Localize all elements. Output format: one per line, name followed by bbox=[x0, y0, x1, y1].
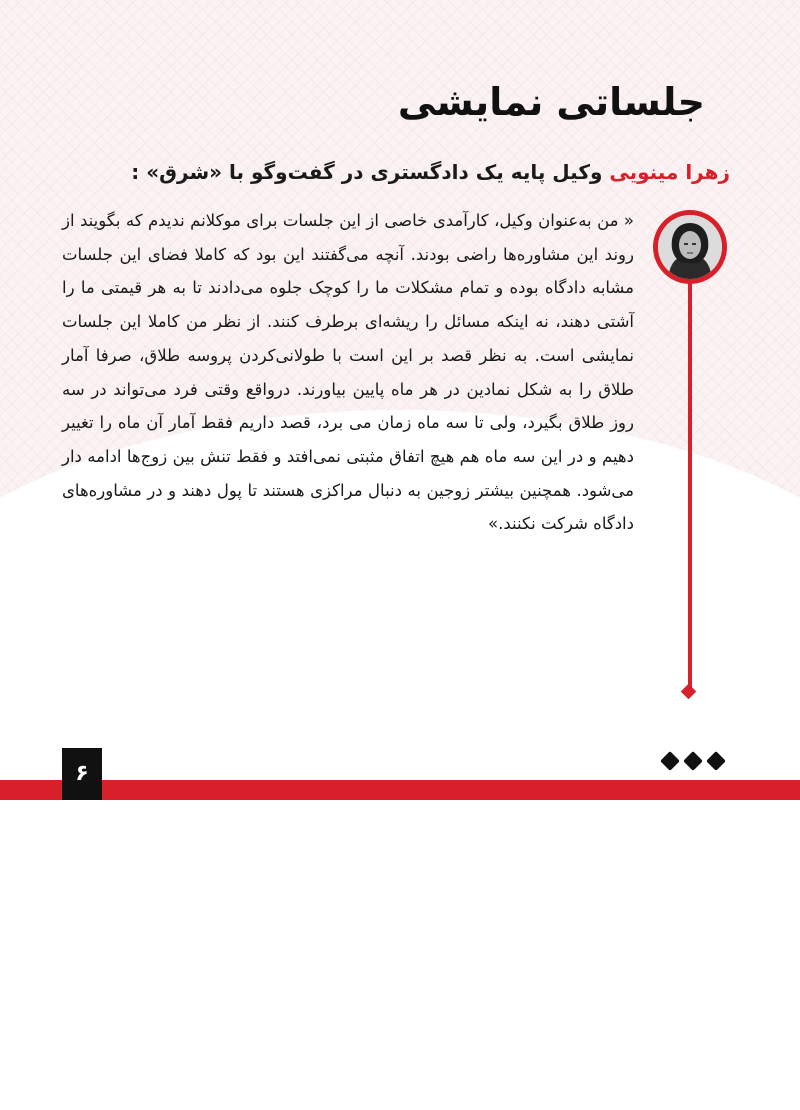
intro-text: وکیل پایه یک دادگستری در گفت‌وگو با «شرق» : bbox=[131, 160, 610, 184]
intro-line bbox=[90, 160, 730, 184]
page-title: جلساتی نمایشی bbox=[397, 80, 705, 124]
quote-paragraph: « من به‌عنوان وکیل، کارآمدی خاصی از این جلسات برای موکلانم ندیدم که بگویند از روند این مشاوره‌ها راضی بودند. آنچه می‌گفتند این بود که کاملا فضای این جلسات مشابه دادگاه بوده و تمام مشکلات ما را کوچک جلوه می‌دادند تا به هر قیمتی ما را آشتی دهند، نه اینکه مسائل را ریشه‌ای برطرف کنند. از نظر من کاملا این جلسات نمایشی است. به نظر قصد بر این است با طولانی‌کردن پروسه طلاق، صرفا آمار طلاق را به شکل نمادین در هر ماه پایین بیاورند. درواقع وقتی فرد می‌تواند در سه روز طلاق بگیرد، ولی تا سه ماه زمان می برد، قصد داریم فقط آمار آن ماه را تغییر دهیم و در این سه ماه هم هیچ اتفاق مثبتی نمی‌افتد و فقط تنش بین زوج‌ها ادامه دار می‌شود. همچنین بیشتر زوجین به دنبال مراکزی هستند تا پول دهند و در مشاوره‌های دادگاه شرکت نکنند.» bbox=[62, 211, 634, 534]
page-number: ۶ bbox=[62, 748, 102, 800]
speaker-avatar bbox=[653, 210, 727, 284]
portrait-photo-icon bbox=[658, 215, 722, 279]
bottom-bar bbox=[0, 780, 800, 800]
timeline-line bbox=[688, 272, 692, 692]
diamond-dots-icon bbox=[659, 752, 735, 774]
speaker-name: زهرا مینویی bbox=[609, 160, 730, 184]
